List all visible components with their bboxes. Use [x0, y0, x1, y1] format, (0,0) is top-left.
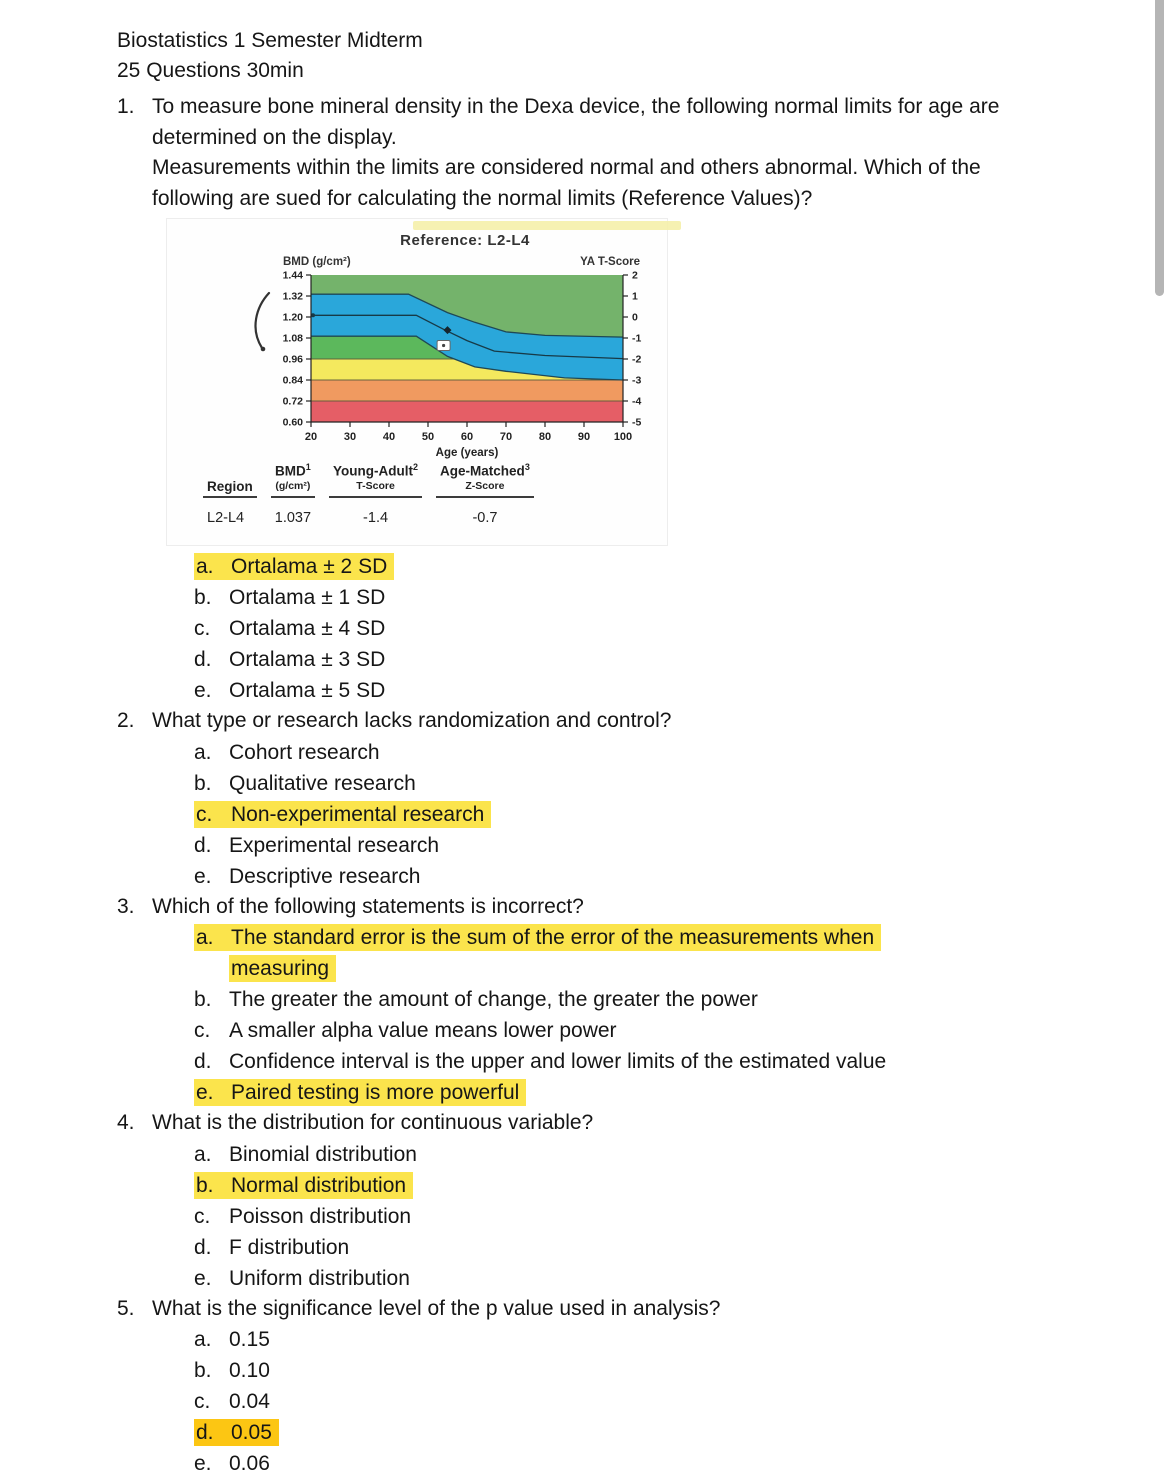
option-text: Descriptive research: [229, 864, 421, 888]
option-item: [194, 1046, 1019, 1077]
option-text: Paired testing is more powerful: [231, 1081, 520, 1104]
option-text: Experimental research: [229, 833, 440, 857]
option-text: Qualitative research: [229, 771, 416, 795]
table-cell: L2-L4: [207, 509, 245, 526]
option-letter: a.: [194, 740, 212, 764]
option-item: [194, 830, 1019, 861]
chart-text: 1.20: [282, 311, 303, 324]
option-letter: d.: [194, 833, 212, 857]
chart-text: 1.32: [282, 290, 303, 303]
option-letter: e.: [196, 1081, 214, 1104]
table-header-cell: [436, 461, 534, 498]
handwritten-parenthesis-mark: [256, 293, 269, 348]
question-text: What type or research lacks randomization and control?: [152, 709, 672, 732]
chart-text: 0: [632, 311, 638, 324]
option-item: [194, 1232, 1019, 1263]
option-item: [194, 1015, 1019, 1046]
option-item: [194, 613, 1019, 644]
option-content: [194, 1452, 270, 1475]
chart-text: 1: [632, 290, 638, 303]
options-list: [194, 1324, 1170, 1479]
column-header: Region: [207, 478, 253, 494]
mid-curve-start-dot: [311, 313, 315, 317]
table-cell: -0.7: [472, 509, 498, 526]
option-text: 0.15: [229, 1328, 270, 1351]
chart-text: 0.84: [282, 374, 303, 387]
question-item: [117, 706, 1170, 892]
table-cell: -1.4: [363, 509, 389, 526]
option-letter: e.: [194, 1452, 212, 1475]
question-body: [152, 1108, 1170, 1294]
options-list: [194, 737, 1170, 892]
option-text: F distribution: [229, 1235, 350, 1259]
option-content: [194, 924, 881, 982]
option-text: Ortalama ± 2 SD: [231, 555, 388, 578]
option-text: 0.05: [231, 1421, 272, 1444]
table-header-cell: [203, 461, 257, 498]
option-content: [194, 1019, 617, 1042]
option-content: [194, 1172, 413, 1199]
option-letter: d.: [194, 1050, 212, 1073]
option-content: [194, 648, 385, 671]
question-text: Which of the following statements is incorrect?: [152, 894, 584, 918]
options-list: [194, 922, 1170, 1108]
chart-text: 0.72: [282, 395, 303, 408]
option-item: [194, 582, 1019, 613]
option-letter: c.: [194, 1390, 211, 1413]
header-footnote-number: 2: [413, 462, 419, 472]
column-subheader: T-Score: [356, 479, 395, 492]
option-content: [194, 1143, 417, 1166]
header-footnote-number: 1: [305, 462, 311, 472]
option-text: Cohort research: [229, 740, 380, 764]
question-number: 1.: [117, 95, 135, 118]
option-item: [194, 644, 1019, 675]
option-item: [194, 1324, 1019, 1355]
chart-text: 40: [382, 431, 396, 443]
chart-text: 80: [538, 431, 552, 443]
option-letter: c.: [196, 802, 213, 826]
question-item: [117, 92, 1170, 706]
chart-text: 50: [421, 431, 435, 443]
option-text: Uniform distribution: [229, 1266, 410, 1290]
option-text: The standard error is the sum of the error of the measurements when: [231, 926, 875, 949]
chart-text: 70: [499, 431, 513, 443]
option-item: [194, 1386, 1019, 1417]
option-content: [194, 617, 385, 640]
question-body: [152, 92, 1170, 706]
chart-text: YA T-Score: [580, 256, 640, 268]
question-number: 2.: [117, 709, 135, 732]
option-content: [194, 1267, 410, 1290]
chart-text: BMD (g/cm²): [283, 256, 351, 268]
question-text: Measurements within the limits are considered normal and others abnormal. Which of the following are sued for calculating the normal limits (Reference Values)?: [152, 156, 981, 210]
dexa-results-table: [189, 461, 548, 533]
table-header-cell: [329, 461, 422, 498]
option-text: 0.06: [229, 1452, 270, 1475]
option-content: [194, 801, 491, 828]
option-text: Ortalama ± 3 SD: [229, 648, 386, 671]
option-content: [194, 834, 439, 857]
option-content: [194, 1390, 270, 1413]
chart-text: 30: [343, 431, 357, 443]
header-footnote-number: 3: [524, 462, 530, 472]
option-letter: a.: [196, 926, 214, 949]
option-content: [194, 772, 416, 795]
question-text: To measure bone mineral density in the Dexa device, the following normal limits for age are determined on the display.: [152, 95, 1000, 149]
option-content: [194, 865, 420, 888]
option-text: A smaller alpha value means lower power: [229, 1019, 617, 1042]
option-item: [194, 1448, 1019, 1479]
option-item: [194, 1170, 1019, 1201]
question-body: [152, 892, 1170, 1109]
band-orange: [311, 380, 623, 401]
option-content: [194, 1359, 270, 1382]
highlighter-stripe: [413, 221, 681, 230]
options-list: [194, 551, 1170, 706]
dexa-figure-panel: [166, 218, 668, 546]
chart-text: Age (years): [435, 447, 499, 459]
questions-list: [117, 92, 1170, 1479]
option-letter: d.: [194, 1235, 212, 1259]
option-text: The greater the amount of change, the greater the power: [229, 988, 758, 1011]
option-item: [194, 1077, 1019, 1108]
chart-text: 20: [304, 431, 318, 443]
chart-text: -1: [632, 332, 642, 345]
option-letter: c.: [194, 617, 211, 640]
column-subheader: (g/cm²): [275, 479, 311, 492]
options-list: [194, 1139, 1170, 1294]
option-text: Confidence interval is the upper and lower limits of the estimated value: [229, 1050, 887, 1073]
option-content: [194, 1419, 279, 1446]
document-subtitle: 25 Questions 30min: [117, 59, 304, 82]
chart-text: 90: [577, 431, 591, 443]
column-subheader: Z-Score: [465, 479, 505, 492]
option-item: [194, 768, 1019, 799]
option-letter: b.: [196, 1173, 214, 1197]
square-marker-dot: [442, 344, 445, 347]
document-title: Biostatistics 1 Semester Midterm: [117, 29, 423, 52]
question-item: [117, 1294, 1170, 1480]
option-item: [194, 737, 1019, 768]
chart-text: 1.44: [282, 269, 303, 282]
option-content: [194, 1079, 526, 1106]
option-content: [194, 1236, 349, 1259]
option-letter: d.: [196, 1421, 214, 1444]
option-item: [194, 1355, 1019, 1386]
chart-text: 2: [632, 269, 638, 282]
chart-text: -3: [632, 374, 642, 387]
option-letter: b.: [194, 1359, 212, 1382]
option-letter: e.: [194, 864, 212, 888]
option-text: 0.04: [229, 1390, 270, 1413]
option-item: [194, 799, 1019, 830]
option-text: Ortalama ± 1 SD: [229, 586, 386, 609]
option-letter: d.: [194, 648, 212, 671]
question-text: What is the significance level of the p value used in analysis?: [152, 1296, 721, 1320]
option-item: [194, 861, 1019, 892]
option-content: [194, 988, 758, 1011]
option-content: [194, 553, 394, 580]
chart-text: 1.08: [282, 332, 303, 345]
question-number: 5.: [117, 1296, 135, 1320]
band-red: [311, 401, 623, 422]
chart-text: 60: [460, 431, 474, 443]
option-letter: e.: [194, 679, 212, 702]
chart-text: 100: [613, 431, 633, 443]
option-text: Ortalama ± 5 SD: [229, 679, 386, 702]
question-body: [152, 1294, 1170, 1480]
option-letter: c.: [194, 1204, 211, 1228]
question-text: What is the distribution for continuous variable?: [152, 1111, 594, 1134]
option-item: [194, 1139, 1019, 1170]
table-header-cell: [271, 461, 315, 498]
option-letter: a.: [194, 1142, 212, 1166]
option-content: [194, 586, 385, 609]
option-item: [194, 1263, 1019, 1294]
column-header: Young-Adult: [333, 463, 414, 479]
chart-text: 0.96: [282, 353, 303, 366]
option-text: Ortalama ± 4 SD: [229, 617, 386, 640]
option-letter: b.: [194, 771, 212, 795]
option-content: [194, 679, 385, 702]
option-text: Poisson distribution: [229, 1204, 412, 1228]
option-item: [194, 1201, 1019, 1232]
question-number: 4.: [117, 1111, 135, 1134]
column-header: BMD: [275, 463, 306, 479]
question-item: [117, 1108, 1170, 1294]
question-number: 3.: [117, 894, 135, 918]
option-item: [194, 675, 1019, 706]
option-item: [194, 1417, 1019, 1448]
option-text: 0.10: [229, 1359, 270, 1382]
option-content: [194, 1205, 411, 1228]
chart-text: -2: [632, 353, 642, 366]
option-content: [194, 1328, 270, 1351]
option-letter: c.: [194, 1019, 211, 1042]
option-letter: a.: [194, 1328, 212, 1351]
option-item: [194, 551, 1019, 582]
option-text: Normal distribution: [231, 1173, 407, 1197]
option-content: [194, 1050, 886, 1073]
option-text: Non-experimental research: [231, 802, 485, 826]
option-letter: a.: [196, 555, 214, 578]
option-content: [194, 741, 380, 764]
table-cell: 1.037: [274, 509, 312, 526]
chart-text: -4: [632, 395, 642, 408]
dexa-reference-chart: [243, 219, 693, 469]
option-letter: b.: [194, 586, 212, 609]
option-letter: e.: [194, 1266, 212, 1290]
chart-text: -5: [632, 416, 642, 429]
question-body: [152, 706, 1170, 892]
scrollbar-thumb[interactable]: [1155, 0, 1164, 296]
results-table: [189, 461, 548, 533]
column-header: Age-Matched: [440, 463, 525, 479]
option-item: [194, 922, 1019, 984]
table-row: [203, 498, 534, 533]
chart-text: Reference: L2-L4: [400, 232, 530, 249]
option-text: Binomial distribution: [229, 1142, 417, 1166]
chart-text: 0.60: [282, 416, 303, 429]
handwritten-mark-blob: [261, 347, 266, 352]
question-item: [117, 892, 1170, 1109]
option-text-line2: measuring: [231, 957, 330, 980]
option-item: [194, 984, 1019, 1015]
option-letter: b.: [194, 988, 212, 1011]
